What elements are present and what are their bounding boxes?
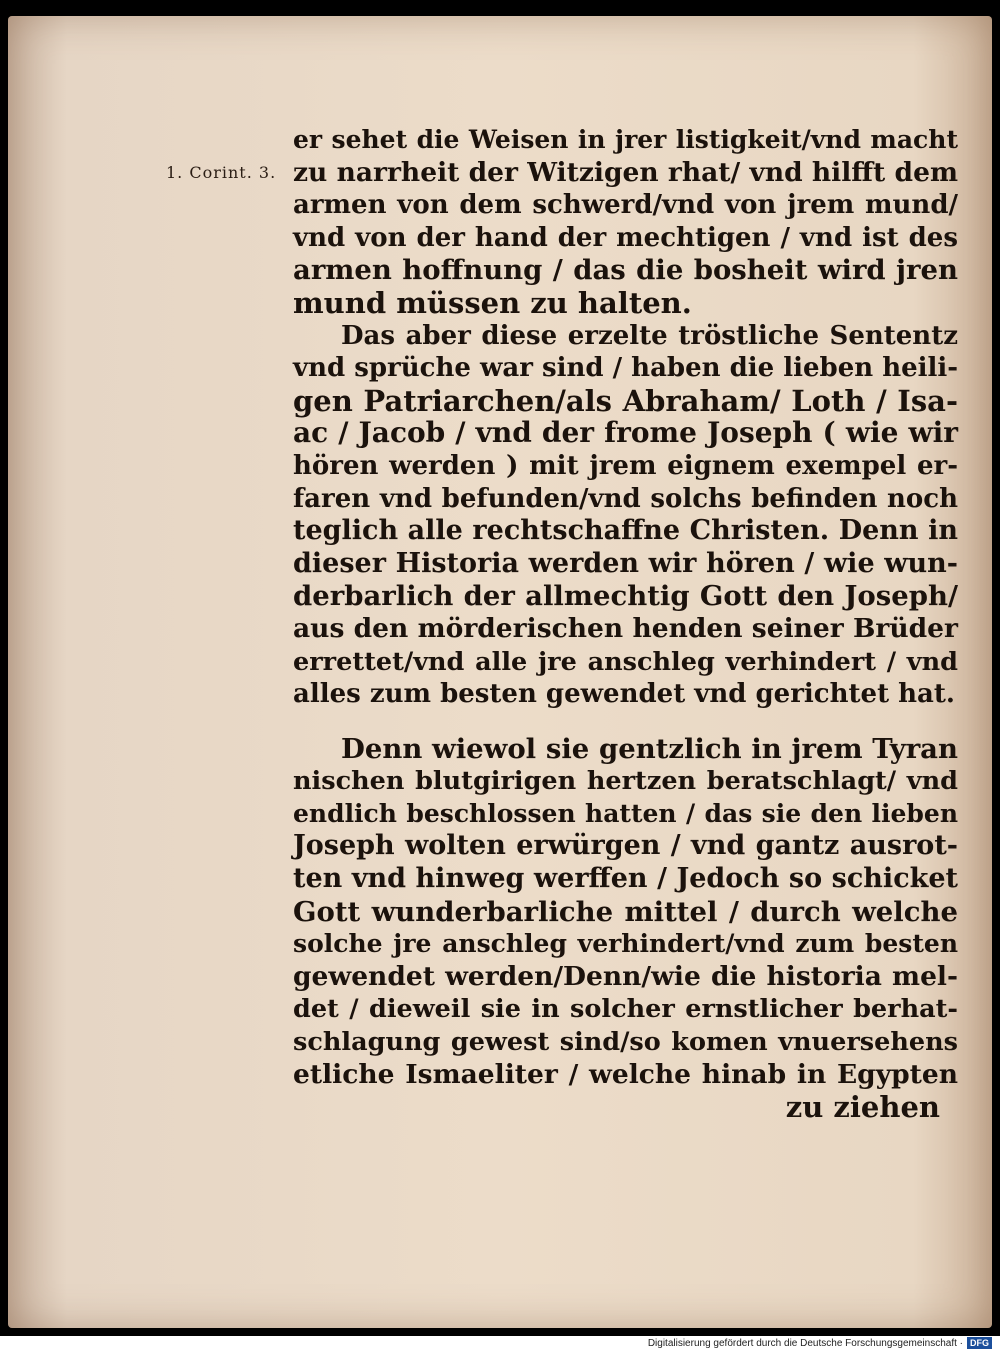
text-line: errettet/vnd alle jre anschleg verhindert / vnd: [293, 646, 958, 677]
text-line: derbarlich der allmechtig Gott den Joseph/: [293, 580, 958, 613]
text-line: Denn wiewol sie gentzlich in jrem Tyran: [341, 732, 958, 765]
text-line: er sehet die Weisen in jrer listigkeit/vnd macht: [293, 125, 958, 154]
marginal-note: 1. Corint. 3.: [166, 163, 277, 182]
text-line: aus den mörderischen henden seiner Brüder: [293, 612, 958, 644]
book-page: [8, 16, 992, 1328]
funding-credit: Digitalisierung gefördert durch die Deutsche Forschungsgemeinschaft ·: [647, 1338, 963, 1349]
text-line: hören werden ) mit jrem eignem exempel er-: [293, 450, 958, 481]
text-line: Gott wunderbarliche mittel / durch welche: [293, 895, 958, 928]
page-text: [293, 124, 958, 1124]
text-line: det / dieweil sie in solcher ernstlicher berhat-: [293, 994, 958, 1025]
text-line: endlich beschlossen hatten / das sie den lieben: [293, 798, 958, 828]
text-line: solche jre anschleg verhindert/vnd zum besten: [293, 929, 958, 959]
dfg-logo: DFG: [967, 1337, 992, 1349]
text-line: vnd sprüche war sind / haben die lieben heili-: [293, 353, 959, 384]
text-line: gewendet werden/Denn/wie die historia mel-: [293, 960, 958, 992]
paragraph-gap: [293, 711, 958, 733]
text-line: armen von dem schwerd/vnd von jrem mund/: [293, 190, 958, 221]
text-line: dieser Historia werden wir hören / wie wun-: [293, 547, 958, 579]
paragraph-3: [293, 733, 958, 1092]
text-line: ac / Jacob / vnd der frome Joseph ( wie wir: [293, 416, 958, 450]
text-line: Das aber diese erzelte tröstliche Sententz: [341, 320, 958, 351]
text-line: faren vnd befunden/vnd solchs befinden noch: [293, 483, 958, 514]
text-line: vnd von der hand der mechtigen / vnd ist des: [293, 222, 958, 253]
text-line: nischen blutgirigen hertzen beratschlagt/ vnd: [293, 766, 958, 797]
text-line: Joseph wolten erwürgen / vnd gantz ausrot-: [293, 830, 958, 862]
text-line: alles zum besten gewendet vnd gerichtet hat.: [293, 679, 955, 710]
paragraph-1: [293, 124, 958, 320]
text-line: gen Patriarchen/als Abraham/ Loth / Isa-: [293, 383, 958, 418]
text-line: zu narrheit der Witzigen rhat/ vnd hilfft dem: [293, 156, 958, 188]
catchword: zu ziehen: [785, 1090, 940, 1125]
text-line: etliche Ismaeliter / welche hinab in Egypten: [293, 1058, 958, 1090]
text-line: mund müssen zu halten.: [293, 285, 692, 320]
text-line: teglich alle rechtschaffne Christen. Denn in: [293, 515, 958, 547]
text-line: schlagung gewest sind/so komen vnuersehens: [293, 1027, 958, 1058]
footer-bar: [0, 1336, 1000, 1352]
paragraph-2: [293, 320, 958, 711]
text-line: ten vnd hinweg werffen / Jedoch so schicket: [293, 863, 958, 895]
text-line: armen hoffnung / das die bosheit wird jren: [293, 254, 958, 287]
